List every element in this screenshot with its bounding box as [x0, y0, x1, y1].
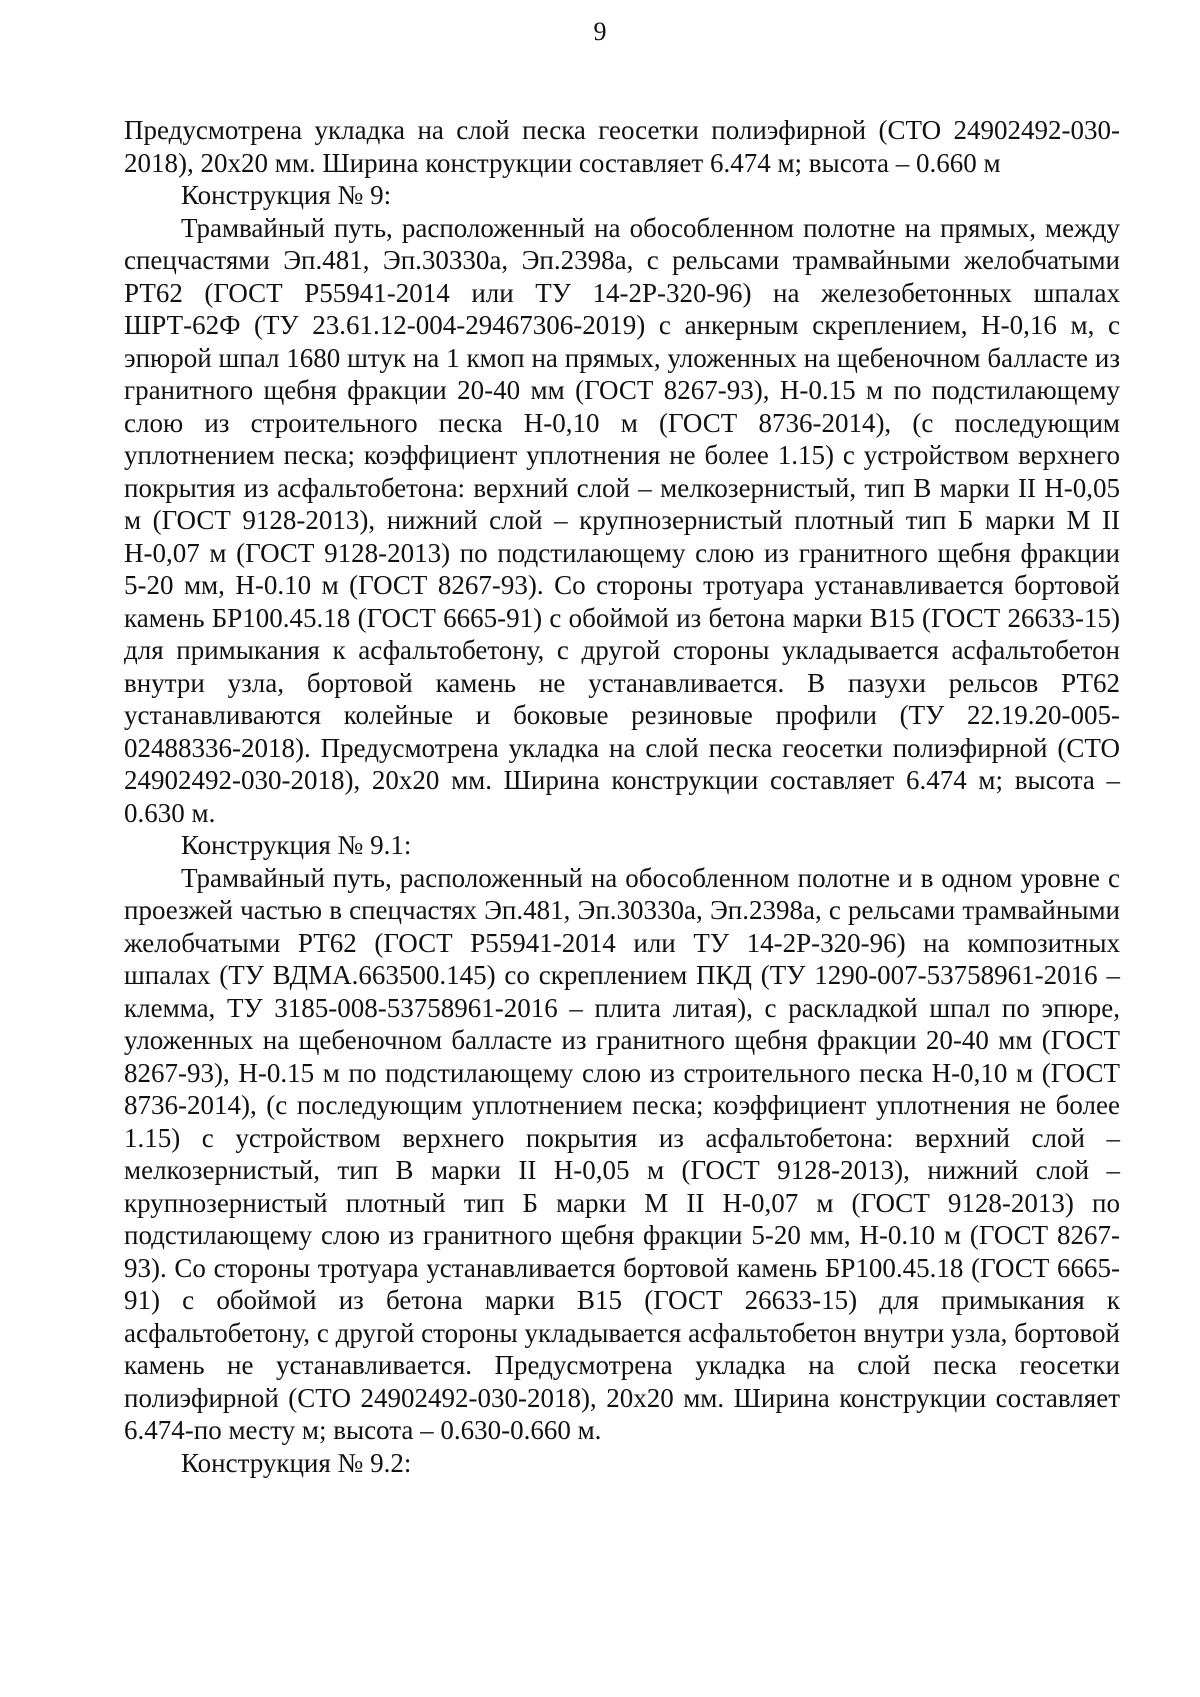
- section-heading-construction-9-1: Конструкция № 9.1:: [181, 830, 412, 860]
- document-body: [124, 114, 1120, 1479]
- section-heading-construction-9: Конструкция № 9:: [181, 180, 392, 210]
- paragraph-construction-9-1: Трамвайный путь, расположенный на обособленном полотне и в одном уровне с проезжей частью в спецчастях Эп.481, Эп.30330а, Эп.2398а, с рельсами трамвайными желобчатыми РТ62 (ГОСТ Р55941-2014 или ТУ 14-2Р-320-96) на композитных шпалах (ТУ ВДМА.663500.145) со скреплением ПКД (ТУ 1290-007-53758961-2016 – клемма, ТУ 3185-008-53758961-2016 – плита литая), с раскладкой шпал по эпюре, уложенных на щебеночном балласте из гранитного щебня фракции 20-40 мм (ГОСТ 8267-93), Н-0.15 м по подстилающему слою из строительного песка Н-0,10 м (ГОСТ 8736-2014), (с последующим уплотнением песка; коэффициент уплотнения не более 1.15) с устройством верхнего покрытия из асфальтобетона: верхний слой – мелкозернистый, тип В марки II Н-0,05 м (ГОСТ 9128-2013), нижний слой – крупнозернистый плотный тип Б марки М II Н-0,07 м (ГОСТ 9128-2013) по подстилающему слою из гранитного щебня фракции 5-20 мм, Н-0.10 м (ГОСТ 8267-93). Со стороны тротуара устанавливается бортовой камень БР100.45.18 (ГОСТ 6665-91) с обоймой из бетона марки В15 (ГОСТ 26633-15) для примыкания к асфальтобетону, с другой стороны укладывается асфальтобетон внутри узла, бортовой камень не устанавливается. Предусмотрена укладка на слой песка геосетки полиэфирной (СТО 24902492-030-2018), 20х20 мм. Ширина конструкции составляет 6.474-по месту м; высота – 0.630-0.660 м.: [124, 862, 1120, 1445]
- paragraph-continuation: Предусмотрена укладка на слой песка геосетки полиэфирной (СТО 24902492-030-2018), 20х20 мм. Ширина конструкции составляет 6.474 м; высота – 0.660 м: [124, 115, 1120, 178]
- section-heading-construction-9-2: Конструкция № 9.2:: [181, 1447, 412, 1478]
- paragraph-construction-9: Трамвайный путь, расположенный на обособленном полотне на прямых, между спецчастями Эп.481, Эп.30330а, Эп.2398а, с рельсами трамвайными желобчатыми РТ62 (ГОСТ Р55941-2014 или ТУ 14-2Р-320-96) на железобетонных шпалах ШРТ-62Ф (ТУ 23.61.12-004-29467306-2019) с анкерным скреплением, Н-0,16 м, с эпюрой шпал 1680 штук на 1 кмоп на прямых, уложенных на щебеночном балласте из гранитного щебня фракции 20-40 мм (ГОСТ 8267-93), Н-0.15 м по подстилающему слою из строительного песка Н-0,10 м (ГОСТ 8736-2014), (с последующим уплотнением песка; коэффициент уплотнения не более 1.15) с устройством верхнего покрытия из асфальтобетона: верхний слой – мелкозернистый, тип В марки II Н-0,05 м (ГОСТ 9128-2013), нижний слой – крупнозернистый плотный тип Б марки М II Н-0,07 м (ГОСТ 9128-2013) по подстилающему слою из гранитного щебня фракции 5-20 мм, Н-0.10 м (ГОСТ 8267-93). Со стороны тротуара устанавливается бортовой камень БР100.45.18 (ГОСТ 6665-91) с обоймой из бетона марки В15 (ГОСТ 26633-15) для примыкания к асфальтобетону, с другой стороны укладывается асфальтобетон внутри узла, бортовой камень не устанавливается. В пазухи рельсов РТ62 устанавливаются колейные и боковые резиновые профили (ТУ 22.19.20-005-02488336-2018). Предусмотрена укладка на слой песка геосетки полиэфирной (СТО 24902492-030-2018), 20х20 мм. Ширина конструкции составляет 6.474 м; высота – 0.630 м.: [124, 212, 1120, 828]
- page-number: 9: [593, 17, 607, 46]
